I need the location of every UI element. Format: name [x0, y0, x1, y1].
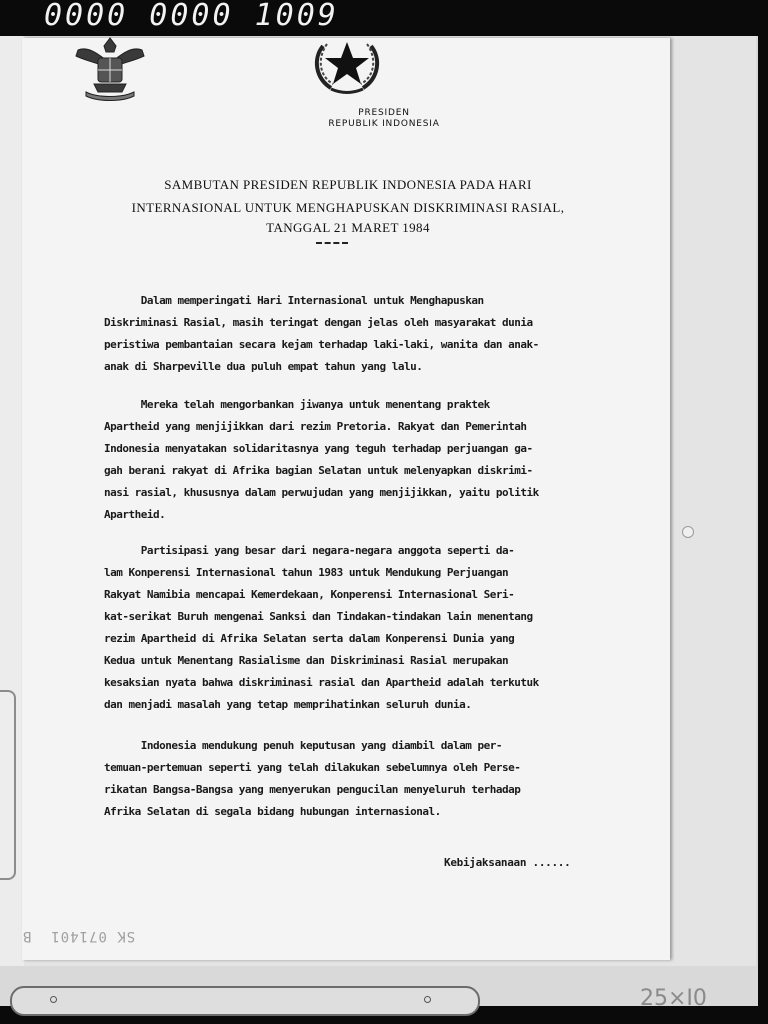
paragraph-line: Kedua untuk Menentang Rasialisme dan Diskriminasi Rasial merupakan	[104, 654, 509, 667]
garuda-emblem-icon	[68, 32, 152, 102]
paragraph-line: Diskriminasi Rasial, masih teringat dengan jelas oleh masyarakat dunia	[104, 316, 533, 329]
paragraph-line: rezim Apartheid di Afrika Selatan serta dalam Konperensi Dunia yang	[104, 632, 515, 645]
paragraph-line: rikatan Bangsa-Bangsa yang menyerukan pengucilan menyeluruh terhadap	[104, 783, 521, 796]
document-title-line-1: SAMBUTAN PRESIDEN REPUBLIK INDONESIA PADA HARI	[164, 177, 532, 192]
paragraph-line: Rakyat Namibia mencapai Kemerdekaan, Konperensi Internasional Seri-	[104, 588, 515, 601]
punch-hole	[682, 526, 694, 538]
paragraph-1	[104, 290, 592, 378]
paragraph-2	[104, 394, 592, 526]
paragraph-4	[104, 735, 592, 823]
presidential-star-seal-icon	[305, 34, 389, 96]
document-title-line-2: INTERNASIONAL UNTUK MENGHAPUSKAN DISKRIMINASI RASIAL,	[131, 200, 565, 215]
paragraph-line: kesaksian nyata bahwa diskriminasi rasial dan Apartheid adalah terkutuk	[104, 676, 539, 689]
letterhead-line-1: PRESIDEN	[358, 108, 410, 118]
paragraph-line: Mereka telah mengorbankan jiwanya untuk menentang praktek	[104, 398, 490, 411]
archive-code-stamp: SK 071401 B	[22, 928, 136, 944]
strip-hole	[424, 996, 431, 1003]
paragraph-3	[104, 540, 592, 716]
paragraph-line: lam Konperensi Internasional tahun 1983 untuk Mendukung Perjuangan	[104, 566, 509, 579]
document-title-line-3: TANGGAL 21 MARET 1984	[266, 220, 430, 235]
paragraph-line: nasi rasial, khususnya dalam perwujudan yang menjijikkan, yaitu politik	[104, 486, 539, 499]
paragraph-line: dan menjadi masalah yang tetap memprihatinkan seluruh dunia.	[104, 698, 472, 711]
closing-continuation: Kebijaksanaan ......	[444, 856, 571, 869]
film-frame-number: 0000 0000 1009	[44, 0, 339, 33]
strip-hole	[50, 996, 57, 1003]
paragraph-line: gah berani rakyat di Afrika bagian Selatan untuk melenyapkan diskrimi-	[104, 464, 533, 477]
title-underline	[316, 242, 348, 244]
film-holder-strip	[10, 986, 480, 1016]
zoom-label: 25×I0	[640, 986, 707, 1011]
paragraph-line: Apartheid.	[104, 508, 166, 521]
paragraph-line: temuan-pertemuan seperti yang telah dilakukan sebelumnya oleh Perse-	[104, 761, 521, 774]
paragraph-line: Partisipasi yang besar dari negara-negara anggota seperti da-	[104, 544, 515, 557]
letterhead-line-2: REPUBLIK INDONESIA	[328, 119, 440, 129]
paragraph-line: Dalam memperingati Hari Internasional untuk Menghapuskan	[104, 294, 484, 307]
paragraph-line: anak di Sharpeville dua puluh empat tahun yang lalu.	[104, 360, 423, 373]
paragraph-line: Apartheid yang menjijikkan dari rezim Pretoria. Rakyat dan Pemerintah	[104, 420, 527, 433]
paragraph-line: Indonesia mendukung penuh keputusan yang diambil dalam per-	[104, 739, 502, 752]
paragraph-line: Afrika Selatan di segala bidang hubungan internasional.	[104, 805, 441, 818]
paragraph-line: Indonesia menyatakan solidaritasnya yang teguh terhadap perjuangan ga-	[104, 442, 533, 455]
paragraph-line: peristiwa pembantaian secara kejam terhadap laki-laki, wanita dan anak-	[104, 338, 539, 351]
paragraph-line: kat-serikat Buruh mengenai Sanksi dan Tindakan-tindakan lain menentang	[104, 610, 533, 623]
binder-tab	[0, 690, 16, 880]
